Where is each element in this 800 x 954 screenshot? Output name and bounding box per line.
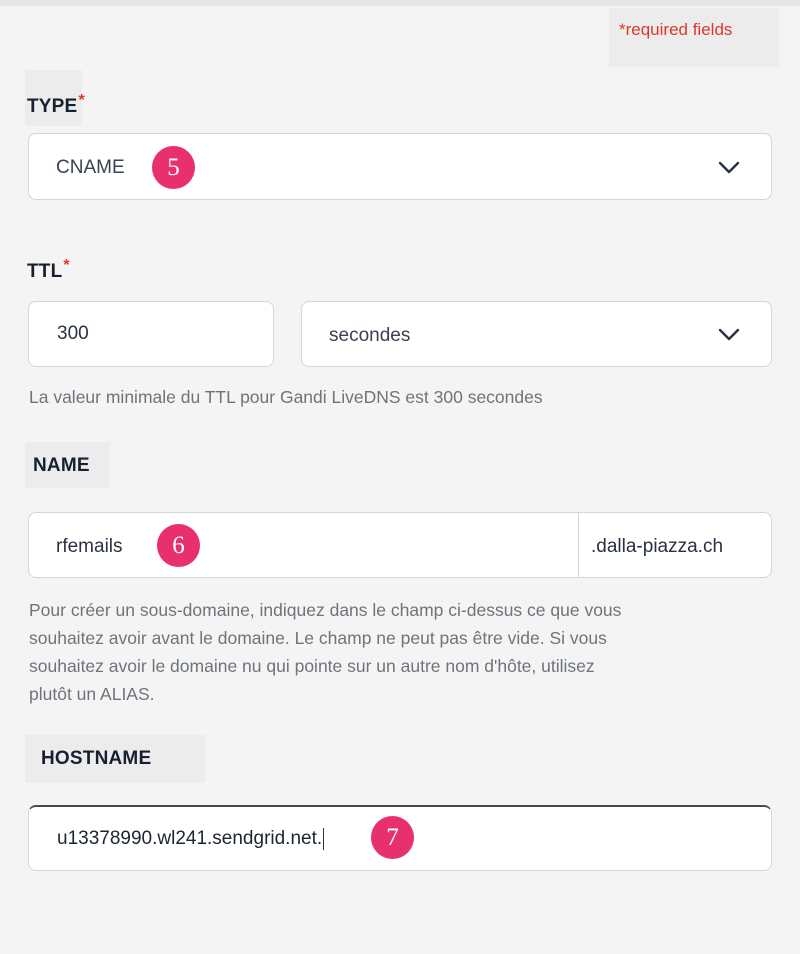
name-help-text xyxy=(29,596,779,708)
required-asterisk: * xyxy=(78,92,85,109)
ttl-label-text: TTL xyxy=(27,261,63,282)
name-help-line: souhaitez avoir avant le domaine. Le champ ne peut pas être vide. Si vous xyxy=(29,628,607,648)
type-select-value: CNAME xyxy=(56,157,125,178)
chevron-down-icon xyxy=(718,328,740,342)
text-cursor xyxy=(323,828,324,850)
name-help-line: souhaitez avoir le domaine nu qui pointe sur un autre nom d'hôte, utilisez xyxy=(29,656,595,676)
top-border xyxy=(0,0,800,6)
type-label-text: TYPE xyxy=(27,96,78,117)
type-label xyxy=(27,92,85,118)
required-fields-note: *required fields xyxy=(619,20,733,39)
ttl-input-value: 300 xyxy=(57,323,89,344)
name-help-line: plutôt un ALIAS. xyxy=(29,684,155,704)
ttl-unit-select[interactable] xyxy=(301,301,772,367)
ttl-input[interactable] xyxy=(28,301,274,367)
name-label: NAME xyxy=(33,455,90,476)
hostname-label: HOSTNAME xyxy=(41,748,152,769)
step-badge-5: 5 xyxy=(152,146,195,189)
hostname-input-value xyxy=(57,828,324,850)
type-select[interactable] xyxy=(28,133,772,200)
hostname-value-text: u13378990.wl241.sendgrid.net. xyxy=(57,828,323,850)
chevron-down-icon xyxy=(718,161,740,175)
step-badge-6: 6 xyxy=(157,524,200,567)
ttl-help-text: La valeur minimale du TTL pour Gandi LiveDNS est 300 secondes xyxy=(29,387,543,407)
domain-suffix: .dalla-piazza.ch xyxy=(591,536,724,557)
required-asterisk: * xyxy=(63,257,70,274)
ttl-unit-value: secondes xyxy=(329,325,411,346)
step-badge-7: 7 xyxy=(371,816,414,859)
name-input-value: rfemails xyxy=(56,536,123,557)
name-help-line: Pour créer un sous-domaine, indiquez dans le champ ci-dessus ce que vous xyxy=(29,600,622,620)
ttl-label xyxy=(27,257,70,283)
